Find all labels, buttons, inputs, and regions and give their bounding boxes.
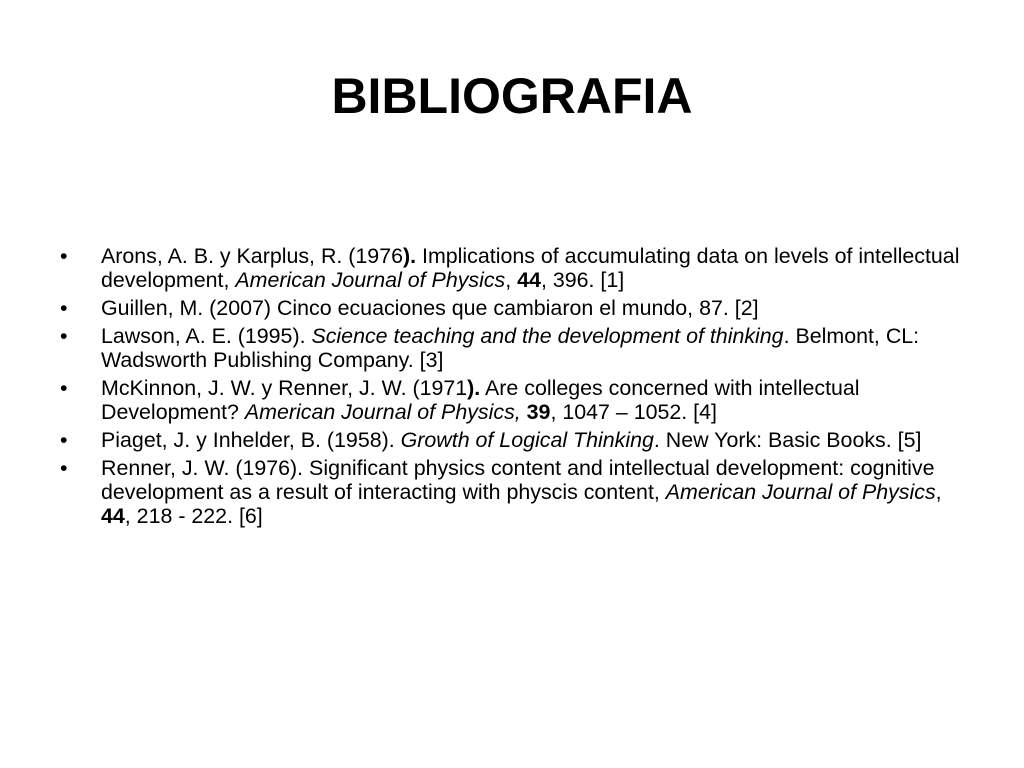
reference-segment: Are colleges concerned with intellectual Development? bbox=[101, 376, 860, 424]
reference-segment: Science teaching and the development of thinking bbox=[311, 324, 784, 348]
reference-segment: , 396. [1] bbox=[540, 268, 625, 292]
reference-segment: Lawson, A. E. (1995). bbox=[101, 324, 312, 348]
reference-text bbox=[101, 244, 959, 292]
reference-segment: , bbox=[935, 480, 942, 504]
reference-segment: , 1047 – 1052. [4] bbox=[550, 400, 717, 424]
slide-title: BIBLIOGRAFIA bbox=[331, 68, 693, 124]
bullet-marker: • bbox=[60, 376, 68, 400]
reference-segment: American Journal of Physics bbox=[235, 268, 506, 292]
reference-text bbox=[101, 324, 919, 372]
reference-segment: Arons, A. B. y Karplus, R. (1976 bbox=[101, 244, 403, 268]
reference-item bbox=[56, 324, 976, 372]
reference-text bbox=[101, 428, 921, 452]
reference-segment: Renner, J. W. (1976). Significant physics content and intellectual development: cognitive development as a result of interacting with physcis content, bbox=[101, 456, 935, 504]
bullet-marker: • bbox=[60, 428, 68, 452]
bullet-marker: • bbox=[60, 244, 68, 268]
reference-text bbox=[101, 376, 860, 424]
reference-segment: ). bbox=[403, 244, 417, 268]
reference-item bbox=[56, 296, 976, 320]
reference-segment: Piaget, J. y Inhelder, B. (1958). bbox=[101, 428, 401, 452]
reference-segment: American Journal of Physics bbox=[665, 480, 936, 504]
reference-segment: Implications of accumulating data on levels of intellectual development, bbox=[101, 244, 960, 292]
reference-list bbox=[56, 244, 976, 532]
reference-item bbox=[56, 244, 976, 292]
reference-segment: Guillen, M. (2007) Cinco ecuaciones que cambiaron el mundo, 87. [2] bbox=[101, 296, 759, 320]
reference-segment: , bbox=[505, 268, 518, 292]
reference-segment: 44 bbox=[101, 504, 125, 528]
reference-item bbox=[56, 376, 976, 424]
bullet-marker: • bbox=[60, 324, 68, 348]
reference-segment: , 218 - 222. [6] bbox=[124, 504, 263, 528]
reference-segment: . New York: Basic Books. [5] bbox=[653, 428, 922, 452]
reference-segment: McKinnon, J. W. y Renner, J. W. (1971 bbox=[101, 376, 468, 400]
reference-segment: . Belmont, CL: Wadsworth Publishing Company. [3] bbox=[101, 324, 920, 372]
reference-segment: American Journal of Physics, bbox=[244, 400, 521, 424]
reference-segment: 39 bbox=[526, 400, 551, 424]
reference-text bbox=[101, 296, 759, 320]
reference-segment: 44 bbox=[517, 268, 541, 292]
bullet-marker: • bbox=[60, 456, 68, 480]
reference-text bbox=[101, 456, 942, 528]
bullet-marker: • bbox=[60, 296, 68, 320]
reference-item bbox=[56, 428, 976, 452]
reference-segment: Growth of Logical Thinking bbox=[400, 428, 654, 452]
reference-segment: ). bbox=[467, 376, 481, 400]
reference-item bbox=[56, 456, 976, 528]
